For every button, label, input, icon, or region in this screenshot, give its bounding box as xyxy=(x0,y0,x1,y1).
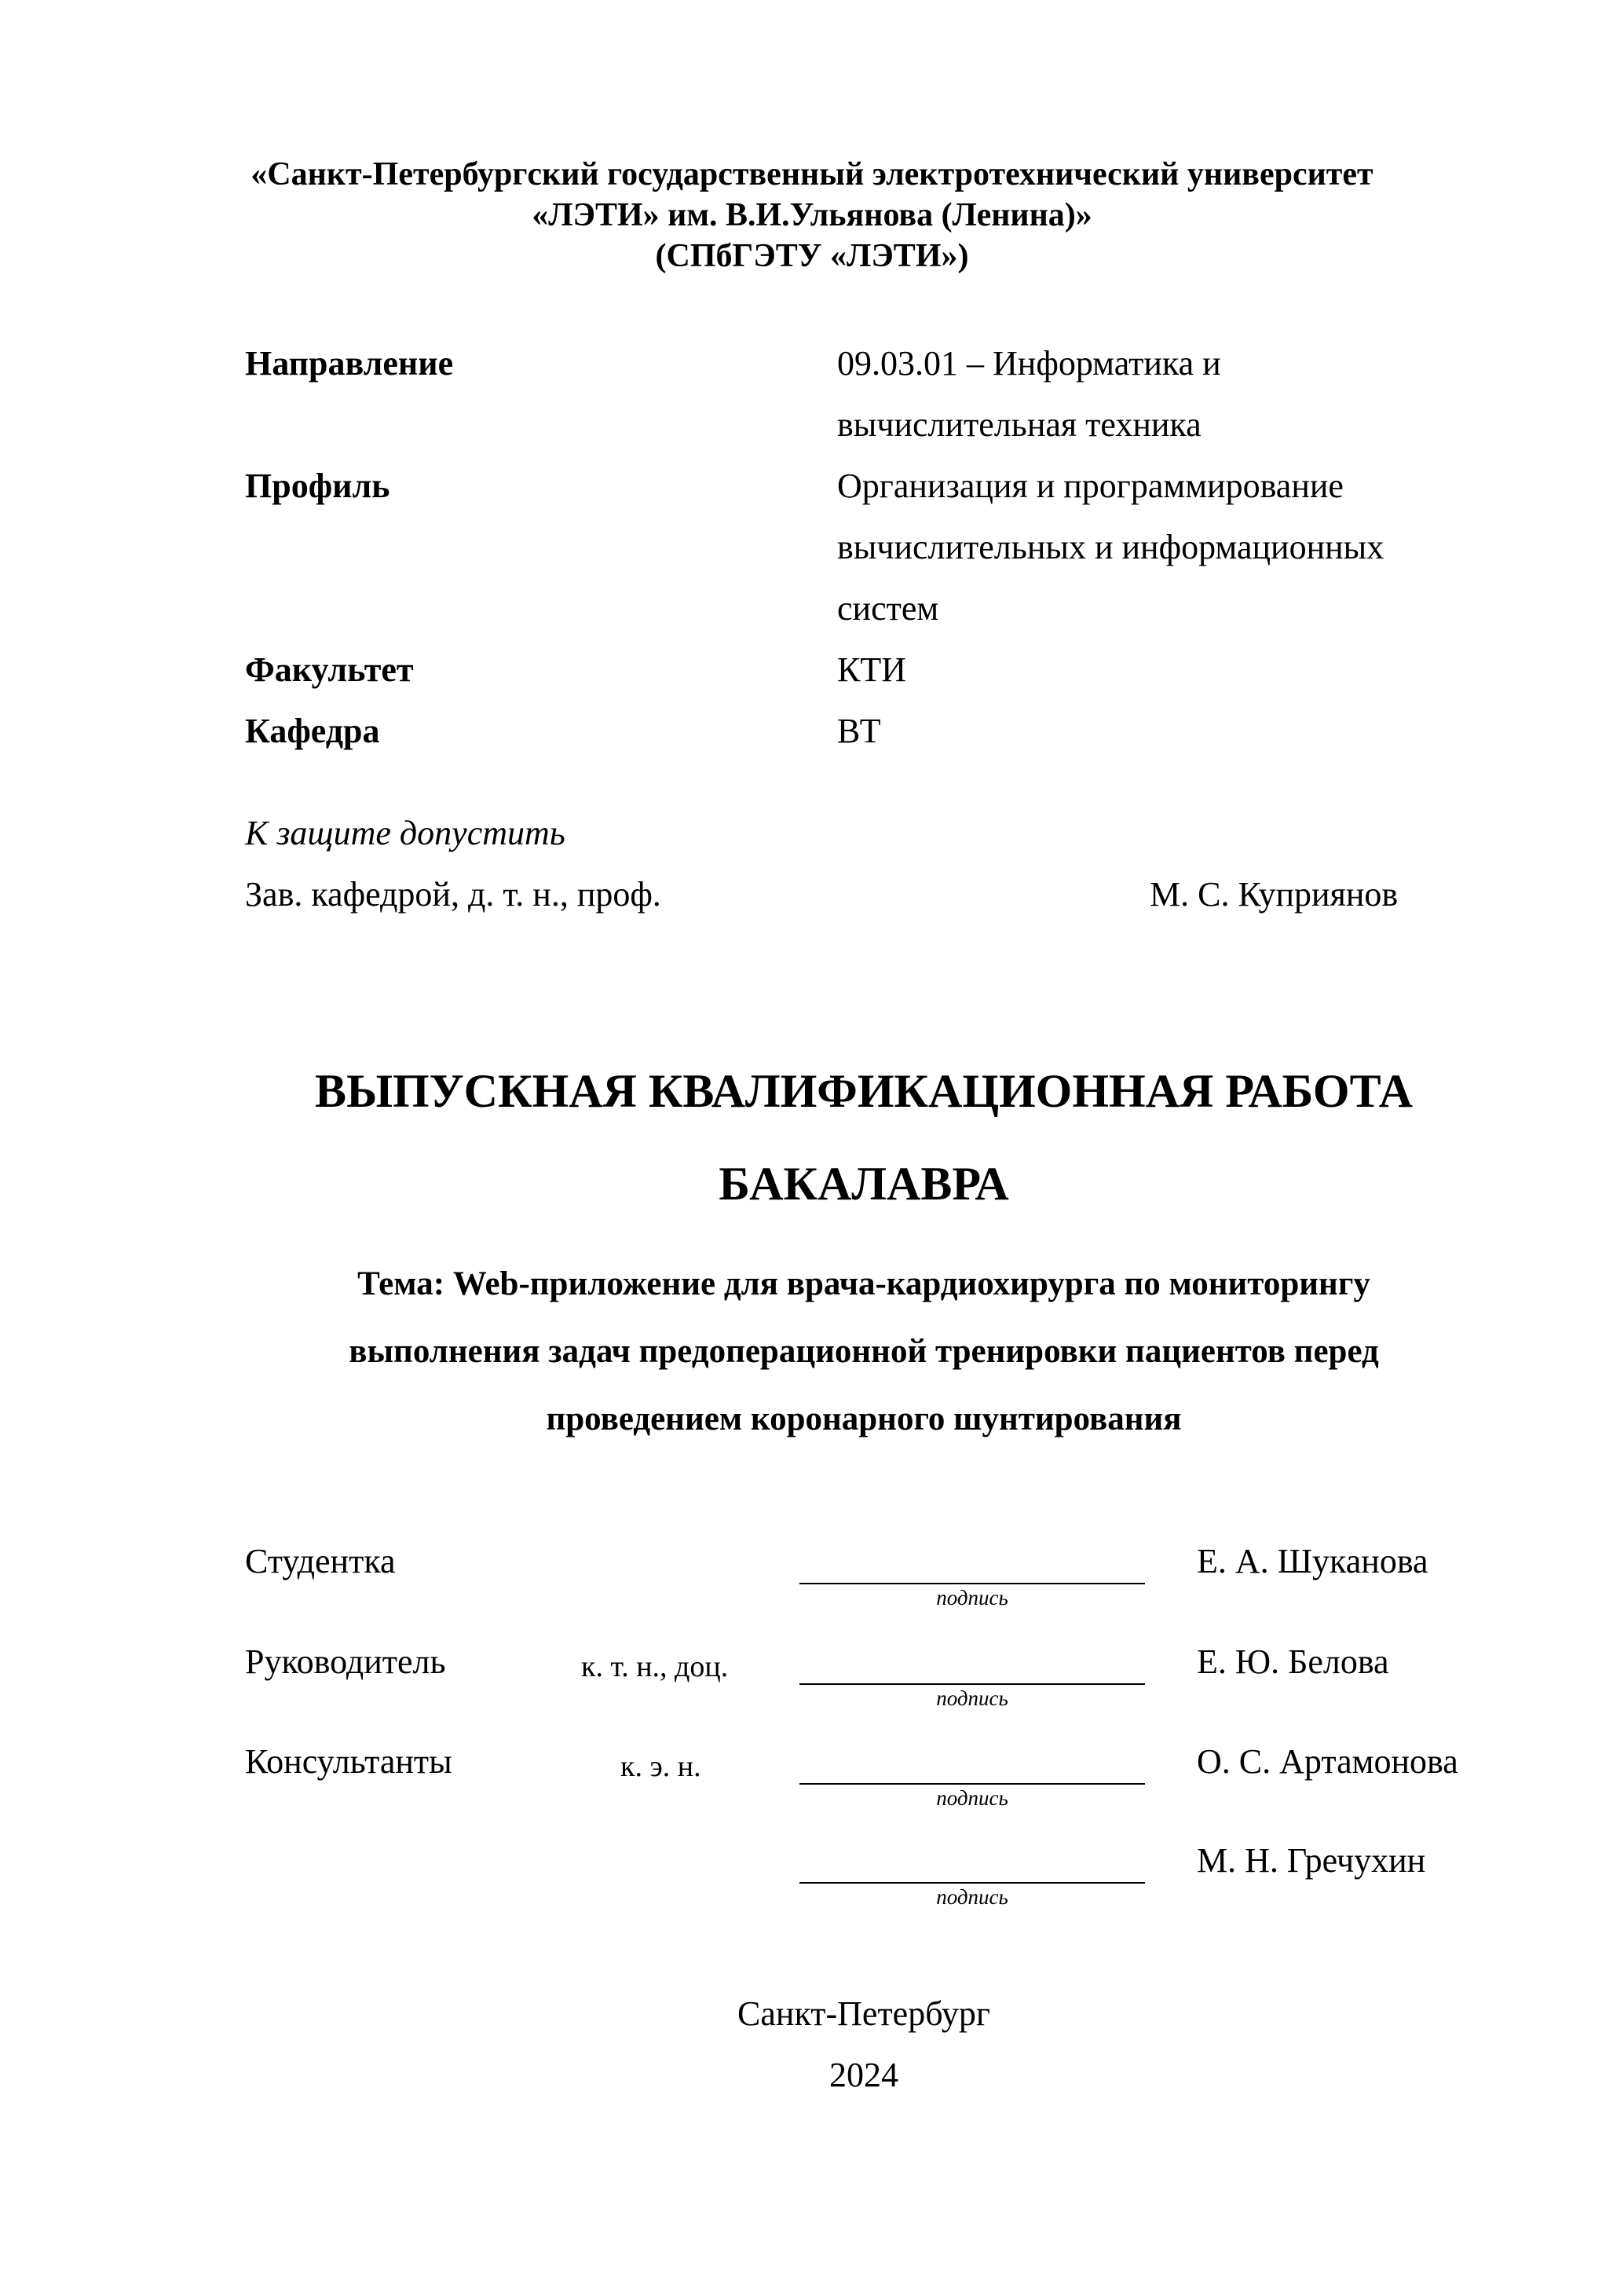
consultant2-signature-caption: подпись xyxy=(936,1885,1008,1909)
profile-value-line3: систем xyxy=(837,589,939,628)
footer-city: Санкт-Петербург xyxy=(737,1994,990,2033)
department-head-position: Зав. кафедрой, д. т. н., проф. xyxy=(245,875,661,914)
supervisor-signature-caption: подпись xyxy=(936,1686,1008,1710)
university-name-line1: «Санкт-Петербургский государственный электротехнический университет xyxy=(251,156,1373,192)
consultant1-signature-caption: подпись xyxy=(936,1786,1008,1810)
university-abbreviation: (СПбГЭТУ «ЛЭТИ») xyxy=(655,238,969,274)
profile-value-line2: вычислительных и информационных xyxy=(837,528,1384,566)
university-name-line2: «ЛЭТИ» им. В.И.Ульянова (Ленина)» xyxy=(532,197,1092,233)
student-signature-caption: подпись xyxy=(936,1586,1008,1609)
consultant2-name: М. Н. Гречухин xyxy=(1197,1841,1426,1880)
thesis-topic xyxy=(31,1251,1624,1453)
thesis-topic-line3: проведением коронарного шунтирования xyxy=(546,1401,1182,1437)
consultant2-signature-line xyxy=(799,1882,1145,1884)
supervisor-signature-line xyxy=(799,1683,1145,1685)
direction-value-line1: 09.03.01 – Информатика и xyxy=(837,344,1221,383)
department-label: Кафедра xyxy=(245,712,380,750)
admit-to-defense-label: К защите допустить xyxy=(245,814,565,852)
consultant1-signature-line xyxy=(799,1783,1145,1785)
profile-label: Профиль xyxy=(245,467,390,505)
university-header xyxy=(0,154,1624,276)
direction-value xyxy=(837,333,1544,456)
consultant1-degree: к. э. н. xyxy=(620,1750,701,1783)
student-role: Студентка xyxy=(245,1542,396,1580)
footer-year: 2024 xyxy=(829,2056,898,2094)
supervisor-role: Руководитель xyxy=(245,1642,446,1681)
profile-value-line1: Организация и программирование xyxy=(837,467,1344,505)
thesis-topic-line1: Тема: Web-приложение для врача-кардиохирурга по мониторингу xyxy=(357,1265,1370,1302)
department-value: ВТ xyxy=(837,712,881,750)
supervisor-name: Е. Ю. Белова xyxy=(1197,1642,1389,1681)
faculty-label: Факультет xyxy=(245,650,414,689)
document-title-line2: БАКАЛАВРА xyxy=(719,1158,1009,1210)
profile-value xyxy=(837,456,1544,639)
consultant1-name: О. С. Артамонова xyxy=(1197,1742,1458,1781)
supervisor-degree: к. т. н., доц. xyxy=(581,1650,729,1683)
thesis-topic-line2: выполнения задач предоперационной тренировки пациентов перед xyxy=(349,1333,1379,1370)
student-name: Е. А. Шуканова xyxy=(1197,1542,1428,1580)
direction-value-line2: вычислительная техника xyxy=(837,405,1202,444)
consultants-role: Консультанты xyxy=(245,1742,452,1781)
faculty-value: КТИ xyxy=(837,650,906,689)
document-title xyxy=(0,1045,1624,1230)
student-signature-line xyxy=(799,1583,1145,1584)
direction-label: Направление xyxy=(245,344,454,383)
document-title-line1: ВЫПУСКНАЯ КВАЛИФИКАЦИОННАЯ РАБОТА xyxy=(315,1065,1413,1117)
department-head-name: М. С. Куприянов xyxy=(1150,875,1399,914)
